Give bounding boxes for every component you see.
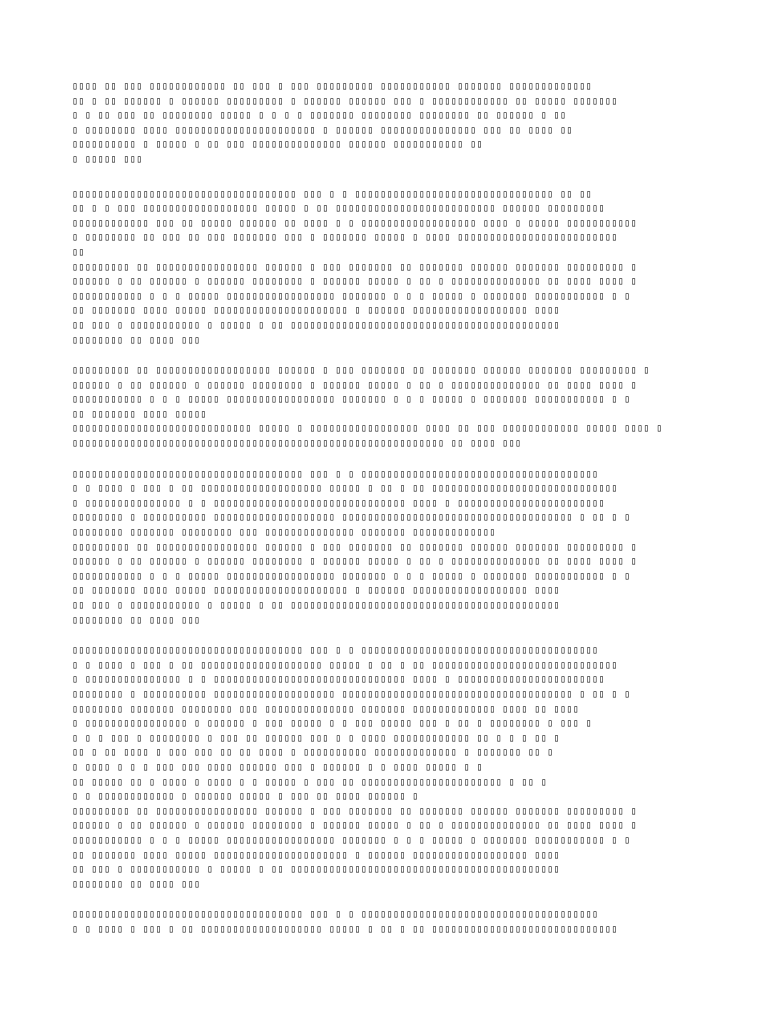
text-line: ▯▯▯▯▯▯▯▯▯▯▯ ▯ ▯ ▯ ▯▯▯▯▯ ▯▯▯▯▯▯▯▯▯▯▯▯▯▯▯▯▯ ▯▯▯▯▯▯▯ ▯ ▯ ▯ ▯▯▯▯▯ ▯ ▯▯▯▯▯▯▯ ▯▯▯▯▯▯▯▯▯▯▯ ▯ ▯ [72,290,631,302]
text-line: ▯▯ [72,246,85,258]
text-line: ▯▯▯▯▯▯▯▯ ▯▯ ▯▯▯▯ ▯▯▯ [72,878,201,890]
text-line: ▯ ▯ ▯ ▯▯▯ ▯ ▯▯▯▯▯▯▯▯ ▯ ▯▯▯ ▯▯ ▯▯▯▯▯▯ ▯▯▯ ▯ ▯ ▯▯▯▯ ▯▯▯▯▯▯▯▯▯▯▯▯ ▯▯ ▯ ▯ ▯ ▯▯ ▯ [72,732,560,744]
text-line: ▯ ▯▯▯▯▯▯▯▯▯▯▯▯▯▯▯ ▯ ▯ ▯▯▯▯▯▯▯▯▯▯▯▯▯▯▯▯▯▯▯▯▯▯▯▯▯▯▯▯▯▯ ▯▯▯▯ ▯ ▯▯▯▯▯▯▯▯▯▯▯▯▯▯▯▯▯▯▯▯▯▯▯ [72,674,605,686]
text-line: ▯▯ ▯▯▯▯▯▯▯ ▯▯▯▯ ▯▯▯▯▯ [72,408,207,420]
text-line: ▯▯▯▯▯▯▯▯▯ ▯▯ ▯▯▯▯▯▯▯▯▯▯▯▯▯▯▯▯ ▯▯▯▯▯▯ ▯ ▯▯▯ ▯▯▯▯▯▯▯ ▯▯ ▯▯▯▯▯▯▯ ▯▯▯▯▯▯ ▯▯▯▯▯▯▯ ▯▯▯▯▯▯▯▯▯ ▯ [72,261,638,273]
text-line: ▯▯▯▯▯▯ ▯ ▯▯ ▯▯▯▯▯▯ ▯ ▯▯▯▯▯▯ ▯▯▯▯▯▯▯▯ ▯ ▯▯▯▯▯▯ ▯▯▯▯▯ ▯ ▯▯ ▯ ▯▯▯▯▯▯▯▯▯▯▯▯▯▯ ▯▯ ▯▯▯▯ ▯▯▯▯ ▯ [72,820,638,832]
text-line: ▯▯▯▯▯▯▯▯▯▯▯ ▯ ▯ ▯ ▯▯▯▯▯ ▯▯▯▯▯▯▯▯▯▯▯▯▯▯▯▯▯ ▯▯▯▯▯▯▯ ▯ ▯ ▯ ▯▯▯▯▯ ▯ ▯▯▯▯▯▯▯ ▯▯▯▯▯▯▯▯▯▯▯ ▯ ▯ [72,394,631,406]
text-line: ▯▯ ▯▯▯ ▯ ▯▯▯▯▯▯▯▯▯▯▯ ▯ ▯▯▯▯▯ ▯ ▯▯ ▯▯▯▯▯▯▯▯▯▯▯▯▯▯▯▯▯▯▯▯▯▯▯▯▯▯▯▯▯▯▯▯▯▯▯▯▯▯▯▯▯▯ [72,600,560,611]
text-line: ▯ ▯ ▯▯▯▯ ▯ ▯▯▯ ▯ ▯▯ ▯▯▯▯▯▯▯▯▯▯▯▯▯▯▯▯▯▯▯ ▯▯▯▯▯ ▯ ▯▯ ▯ ▯▯ ▯▯▯▯▯▯▯▯▯▯▯▯▯▯▯▯▯▯▯▯▯▯▯▯▯▯▯▯▯ [72,483,618,495]
text-line: ▯▯▯▯▯▯▯▯▯▯▯▯▯▯▯▯▯▯▯▯▯▯▯▯▯▯▯▯▯▯▯▯▯▯▯▯ ▯▯▯ ▯ ▯ ▯▯▯▯▯▯▯▯▯▯▯▯▯▯▯▯▯▯▯▯▯▯▯▯▯▯▯▯▯▯▯▯▯▯▯▯▯ [72,909,599,921]
text-line: ▯▯▯▯▯▯▯▯ ▯▯▯▯▯▯▯ ▯▯▯▯▯▯▯▯ ▯▯▯ ▯▯▯▯▯▯▯▯▯▯▯▯▯▯ ▯▯▯▯▯▯▯ ▯▯▯▯▯▯▯▯▯▯▯▯▯ ▯▯▯▯ ▯▯ ▯▯▯▯ [72,703,580,715]
text-line: ▯▯▯▯▯▯▯▯▯▯▯▯▯▯▯▯▯▯▯▯▯▯▯▯▯▯▯▯▯▯▯▯▯▯▯▯ ▯▯▯ ▯ ▯ ▯▯▯▯▯▯▯▯▯▯▯▯▯▯▯▯▯▯▯▯▯▯▯▯▯▯▯▯▯▯▯▯▯▯▯▯▯ [72,468,599,480]
document-page [72,80,702,937]
text-line: ▯▯▯▯▯▯▯▯ ▯▯ ▯▯▯▯ ▯▯▯ [72,614,201,626]
paragraph-6 [72,644,702,892]
text-line: ▯ ▯▯▯▯▯▯▯▯ ▯▯▯▯ ▯▯▯▯▯▯▯▯▯▯▯▯▯▯▯▯▯▯▯▯▯▯ ▯ ▯▯▯▯▯▯ ▯▯▯▯▯▯▯▯▯▯▯▯▯▯▯ ▯▯▯ ▯▯ ▯▯▯▯ ▯▯ [72,124,573,136]
text-line: ▯▯▯▯▯▯▯▯▯ ▯▯ ▯▯▯▯▯▯▯▯▯▯▯▯▯▯▯▯ ▯▯▯▯▯▯ ▯ ▯▯▯ ▯▯▯▯▯▯▯ ▯▯ ▯▯▯▯▯▯▯ ▯▯▯▯▯▯ ▯▯▯▯▯▯▯ ▯▯▯▯▯▯▯▯▯ ▯ [72,805,638,817]
text-line: ▯▯ ▯▯▯▯▯▯▯ ▯▯▯▯ ▯▯▯▯▯ ▯▯▯▯▯▯▯▯▯▯▯▯▯▯▯▯▯▯▯▯▯ ▯ ▯▯▯▯▯▯ ▯▯▯▯▯▯▯▯▯▯▯▯▯▯▯▯▯▯ ▯▯▯▯ [72,849,560,861]
text-line: ▯▯▯▯ ▯▯ ▯▯▯ ▯▯▯▯▯▯▯▯▯▯▯▯ ▯▯ ▯▯▯ ▯ ▯▯▯ ▯▯▯▯▯▯▯▯▯ ▯▯▯▯▯▯▯▯▯▯▯ ▯▯▯▯▯▯▯ ▯▯▯▯▯▯▯▯▯▯▯▯▯ [72,81,593,92]
text-line: ▯▯▯▯▯▯▯▯▯ ▯▯ ▯▯▯▯▯▯▯▯▯▯▯▯▯▯▯▯ ▯▯▯▯▯▯ ▯ ▯▯▯ ▯▯▯▯▯▯▯ ▯▯ ▯▯▯▯▯▯▯ ▯▯▯▯▯▯ ▯▯▯▯▯▯▯ ▯▯▯▯▯▯▯▯▯ ▯ [72,541,638,553]
text-line: ▯ ▯ ▯▯ ▯▯▯ ▯▯ ▯▯▯▯▯▯▯▯ ▯▯▯▯▯ ▯ ▯ ▯ ▯ ▯▯▯▯▯▯▯ ▯▯▯▯▯▯▯▯ ▯▯▯▯▯▯▯▯ ▯▯ ▯▯▯▯▯▯ ▯ ▯▯ [72,110,567,122]
paragraph-2 [72,188,702,261]
text-line: ▯▯▯▯▯▯▯▯ ▯▯ ▯▯▯▯ ▯▯▯ [72,334,201,346]
text-line: ▯▯▯▯▯▯▯▯▯ ▯▯ ▯▯▯▯▯▯▯▯▯▯▯▯▯▯▯▯▯▯ ▯▯▯▯▯▯ ▯ ▯▯▯ ▯▯▯▯▯▯▯ ▯▯ ▯▯▯▯▯▯▯ ▯▯▯▯▯▯ ▯▯▯▯▯▯▯ ▯▯▯▯▯▯▯▯▯ ▯ [72,365,650,377]
text-line: ▯ ▯▯▯▯ ▯ ▯ ▯ ▯▯▯ ▯▯▯ ▯▯▯▯ ▯▯▯▯▯▯ ▯▯▯ ▯ ▯▯▯▯▯▯ ▯ ▯ ▯▯▯▯ ▯▯▯▯▯ ▯ ▯ [72,761,483,773]
paragraph-3 [72,261,702,349]
text-line: ▯▯▯▯▯▯▯▯▯▯▯▯▯▯▯▯▯▯▯▯▯▯▯▯▯▯▯▯▯▯▯▯▯▯▯ ▯▯▯ ▯ ▯ ▯▯▯▯▯▯▯▯▯▯▯▯▯▯▯▯▯▯▯▯▯▯▯▯▯▯▯▯▯▯▯ ▯▯ ▯▯ [72,188,593,200]
text-line: ▯▯ ▯▯▯ ▯ ▯▯▯▯▯▯▯▯▯▯▯ ▯ ▯▯▯▯▯ ▯ ▯▯ ▯▯▯▯▯▯▯▯▯▯▯▯▯▯▯▯▯▯▯▯▯▯▯▯▯▯▯▯▯▯▯▯▯▯▯▯▯▯▯▯▯▯ [72,864,560,876]
text-line: ▯ ▯▯▯▯▯▯▯▯▯▯▯▯▯▯▯ ▯ ▯ ▯▯▯▯▯▯▯▯▯▯▯▯▯▯▯▯▯▯▯▯▯▯▯▯▯▯▯▯▯▯ ▯▯▯▯ ▯ ▯▯▯▯▯▯▯▯▯▯▯▯▯▯▯▯▯▯▯▯▯▯▯ [72,497,605,509]
paragraph-1 [72,80,702,168]
text-line: ▯▯ ▯ ▯▯ ▯▯▯▯ ▯ ▯▯▯ ▯▯▯ ▯▯ ▯▯ ▯▯▯▯ ▯ ▯▯▯▯▯▯▯▯▯▯ ▯▯▯▯▯▯▯▯▯▯▯▯▯ ▯ ▯▯▯▯▯▯▯ ▯▯ ▯ [72,747,554,759]
text-line: ▯▯▯▯▯▯ ▯ ▯▯ ▯▯▯▯▯▯ ▯ ▯▯▯▯▯▯ ▯▯▯▯▯▯▯▯ ▯ ▯▯▯▯▯▯ ▯▯▯▯▯ ▯ ▯▯ ▯ ▯▯▯▯▯▯▯▯▯▯▯▯▯▯ ▯▯ ▯▯▯▯ ▯▯▯▯ ▯ [72,379,638,391]
text-line: ▯▯▯▯▯▯▯▯ ▯▯▯▯▯▯▯ ▯▯▯▯▯▯▯▯ ▯▯▯ ▯▯▯▯▯▯▯▯▯▯▯▯▯▯ ▯▯▯▯▯▯▯ ▯▯▯▯▯▯▯▯▯▯▯▯▯ [72,527,496,539]
text-line: ▯▯▯▯▯▯▯▯▯▯ ▯ ▯▯▯▯▯ ▯ ▯▯ ▯▯▯ ▯▯▯▯▯▯▯▯▯▯▯▯▯▯ ▯▯▯▯▯▯ ▯▯▯▯▯▯▯▯▯▯▯ ▯▯ [72,139,483,151]
text-line: ▯▯▯▯▯▯▯▯ ▯ ▯▯▯▯▯▯▯▯▯▯ ▯▯▯▯▯▯▯▯▯▯▯▯▯▯▯▯▯▯▯ ▯▯▯▯▯▯▯▯▯▯▯▯▯▯▯▯▯▯▯▯▯▯▯▯▯▯▯▯▯▯▯▯▯▯▯▯ ▯ ▯▯ ▯ ▯ [72,688,631,700]
text-line: ▯▯▯▯▯▯▯▯ ▯ ▯▯▯▯▯▯▯▯▯▯ ▯▯▯▯▯▯▯▯▯▯▯▯▯▯▯▯▯▯▯ ▯▯▯▯▯▯▯▯▯▯▯▯▯▯▯▯▯▯▯▯▯▯▯▯▯▯▯▯▯▯▯▯▯▯▯▯ ▯ ▯▯ ▯ ▯ [72,512,631,524]
text-line: ▯▯ ▯ ▯▯ ▯▯▯▯▯▯ ▯ ▯▯▯▯▯▯ ▯▯▯▯▯▯▯▯▯ ▯ ▯▯▯▯▯▯ ▯▯▯▯▯▯ ▯▯▯ ▯ ▯▯▯▯▯▯▯▯▯▯▯▯ ▯▯ ▯▯▯▯▯ ▯▯▯▯▯▯▯ [72,95,618,107]
text-line: ▯▯ ▯▯▯ ▯ ▯▯▯▯▯▯▯▯▯▯▯ ▯ ▯▯▯▯▯ ▯ ▯▯ ▯▯▯▯▯▯▯▯▯▯▯▯▯▯▯▯▯▯▯▯▯▯▯▯▯▯▯▯▯▯▯▯▯▯▯▯▯▯▯▯▯▯ [72,319,560,331]
text-line: ▯▯ ▯ ▯ ▯▯▯ ▯▯▯▯▯▯▯▯▯▯▯▯▯▯▯▯▯▯ ▯▯▯▯▯ ▯ ▯▯ ▯▯▯▯▯▯▯▯▯▯▯▯▯▯▯▯▯▯▯▯▯▯▯▯▯ ▯▯▯▯▯▯ ▯▯▯▯▯▯▯▯▯ [72,203,605,215]
text-line: ▯ ▯ ▯▯▯▯ ▯ ▯▯▯ ▯ ▯▯ ▯▯▯▯▯▯▯▯▯▯▯▯▯▯▯▯▯▯▯ ▯▯▯▯▯ ▯ ▯▯ ▯ ▯▯ ▯▯▯▯▯▯▯▯▯▯▯▯▯▯▯▯▯▯▯▯▯▯▯▯▯▯▯▯▯ [72,923,618,935]
text-line: ▯▯▯▯▯▯▯▯▯▯▯ ▯ ▯ ▯ ▯▯▯▯▯ ▯▯▯▯▯▯▯▯▯▯▯▯▯▯▯▯▯ ▯▯▯▯▯▯▯ ▯ ▯ ▯ ▯▯▯▯▯ ▯ ▯▯▯▯▯▯▯ ▯▯▯▯▯▯▯▯▯▯▯ ▯ ▯ [72,834,631,846]
text-line: ▯ ▯ ▯▯▯▯▯▯▯▯▯▯▯▯ ▯ ▯▯▯▯▯▯ ▯▯▯▯▯ ▯ ▯▯▯ ▯▯ ▯▯▯▯ ▯▯▯▯▯▯ ▯ [72,791,419,803]
paragraph-7 [72,908,702,937]
text-line: ▯▯▯▯▯▯ ▯ ▯▯ ▯▯▯▯▯▯ ▯ ▯▯▯▯▯▯ ▯▯▯▯▯▯▯▯ ▯ ▯▯▯▯▯▯ ▯▯▯▯▯ ▯ ▯▯ ▯ ▯▯▯▯▯▯▯▯▯▯▯▯▯▯ ▯▯ ▯▯▯▯ ▯▯▯▯ ▯ [72,276,638,288]
text-line: ▯▯▯▯▯▯▯▯▯▯▯▯▯▯▯▯▯▯▯▯▯▯▯▯▯▯▯▯ ▯▯▯▯▯ ▯ ▯▯▯▯▯▯▯▯▯▯▯▯▯▯▯▯▯ ▯▯▯▯ ▯▯ ▯▯▯ ▯▯▯▯▯▯▯▯▯▯▯▯ ▯▯▯▯▯ ▯▯▯▯ ▯ [72,423,663,435]
text-line: ▯▯ ▯▯▯▯▯▯▯ ▯▯▯▯ ▯▯▯▯▯ ▯▯▯▯▯▯▯▯▯▯▯▯▯▯▯▯▯▯▯▯▯ ▯ ▯▯▯▯▯▯ ▯▯▯▯▯▯▯▯▯▯▯▯▯▯▯▯▯▯ ▯▯▯▯ [72,305,560,317]
text-line: ▯▯▯▯▯▯▯▯▯▯▯ ▯ ▯ ▯ ▯▯▯▯▯ ▯▯▯▯▯▯▯▯▯▯▯▯▯▯▯▯▯ ▯▯▯▯▯▯▯ ▯ ▯ ▯ ▯▯▯▯▯ ▯ ▯▯▯▯▯▯▯ ▯▯▯▯▯▯▯▯▯▯▯ ▯ ▯ [72,570,631,582]
paragraph-4 [72,364,702,452]
text-line: ▯▯ ▯▯▯▯▯▯▯ ▯▯▯▯ ▯▯▯▯▯ ▯▯▯▯▯▯▯▯▯▯▯▯▯▯▯▯▯▯▯▯▯ ▯ ▯▯▯▯▯▯ ▯▯▯▯▯▯▯▯▯▯▯▯▯▯▯▯▯▯ ▯▯▯▯ [72,585,560,597]
text-line: ▯▯ ▯▯▯▯▯ ▯▯ ▯ ▯▯▯▯ ▯ ▯▯▯▯ ▯ ▯ ▯▯▯▯▯ ▯ ▯▯▯ ▯▯ ▯▯▯▯▯▯▯▯▯▯▯▯▯▯▯▯▯▯▯▯▯▯ ▯ ▯▯ ▯ [72,776,548,788]
text-line: ▯ ▯ ▯▯▯▯ ▯ ▯▯▯ ▯ ▯▯ ▯▯▯▯▯▯▯▯▯▯▯▯▯▯▯▯▯▯▯ ▯▯▯▯▯ ▯ ▯▯ ▯ ▯▯ ▯▯▯▯▯▯▯▯▯▯▯▯▯▯▯▯▯▯▯▯▯▯▯▯▯▯▯▯▯ [72,659,618,671]
text-line: ▯▯▯▯▯▯ ▯ ▯▯ ▯▯▯▯▯▯ ▯ ▯▯▯▯▯▯ ▯▯▯▯▯▯▯▯ ▯ ▯▯▯▯▯▯ ▯▯▯▯▯ ▯ ▯▯ ▯ ▯▯▯▯▯▯▯▯▯▯▯▯▯▯ ▯▯ ▯▯▯▯ ▯▯▯▯ ▯ [72,556,638,568]
text-line: ▯▯▯▯▯▯▯▯▯▯▯▯▯▯▯▯▯▯▯▯▯▯▯▯▯▯▯▯▯▯▯▯▯▯▯▯ ▯▯▯ ▯ ▯ ▯▯▯▯▯▯▯▯▯▯▯▯▯▯▯▯▯▯▯▯▯▯▯▯▯▯▯▯▯▯▯▯▯▯▯▯▯ [72,645,599,657]
text-line: ▯▯▯▯▯▯▯▯▯▯▯▯▯▯▯▯▯▯▯▯▯▯▯▯▯▯▯▯▯▯▯▯▯▯▯▯▯▯▯▯▯▯▯▯▯▯▯▯▯▯▯▯▯▯▯▯▯▯ ▯▯ ▯▯▯▯ ▯▯▯ [72,438,522,450]
paragraph-5 [72,468,702,629]
text-line: ▯ ▯▯▯▯▯▯▯▯ ▯▯ ▯▯▯ ▯▯ ▯▯▯ ▯▯▯▯▯▯▯ ▯▯▯ ▯ ▯▯▯▯▯▯▯ ▯▯▯▯▯ ▯ ▯▯▯▯ ▯▯▯▯▯▯▯▯▯▯▯▯▯▯▯▯▯▯▯▯▯▯▯▯▯ [72,232,618,244]
text-line: ▯▯▯▯▯▯▯▯▯▯▯▯ ▯▯▯ ▯▯ ▯▯▯▯▯ ▯▯▯▯▯▯ ▯▯ ▯▯▯▯ ▯ ▯ ▯▯▯▯▯▯▯▯▯▯▯▯▯▯▯▯▯▯ ▯▯▯▯ ▯ ▯▯▯▯▯ ▯▯▯▯▯▯▯▯▯▯▯ [72,217,638,229]
text-line: ▯ ▯▯▯▯▯ ▯▯▯ [72,153,143,165]
text-line: ▯ ▯▯▯▯▯▯▯▯▯▯▯▯▯▯▯▯ ▯ ▯▯▯▯▯▯ ▯ ▯▯▯ ▯▯▯▯▯ ▯ ▯ ▯▯▯ ▯▯▯▯▯ ▯▯▯ ▯ ▯▯ ▯ ▯▯▯▯▯▯▯▯ ▯ ▯▯▯ ▯ [72,718,593,730]
